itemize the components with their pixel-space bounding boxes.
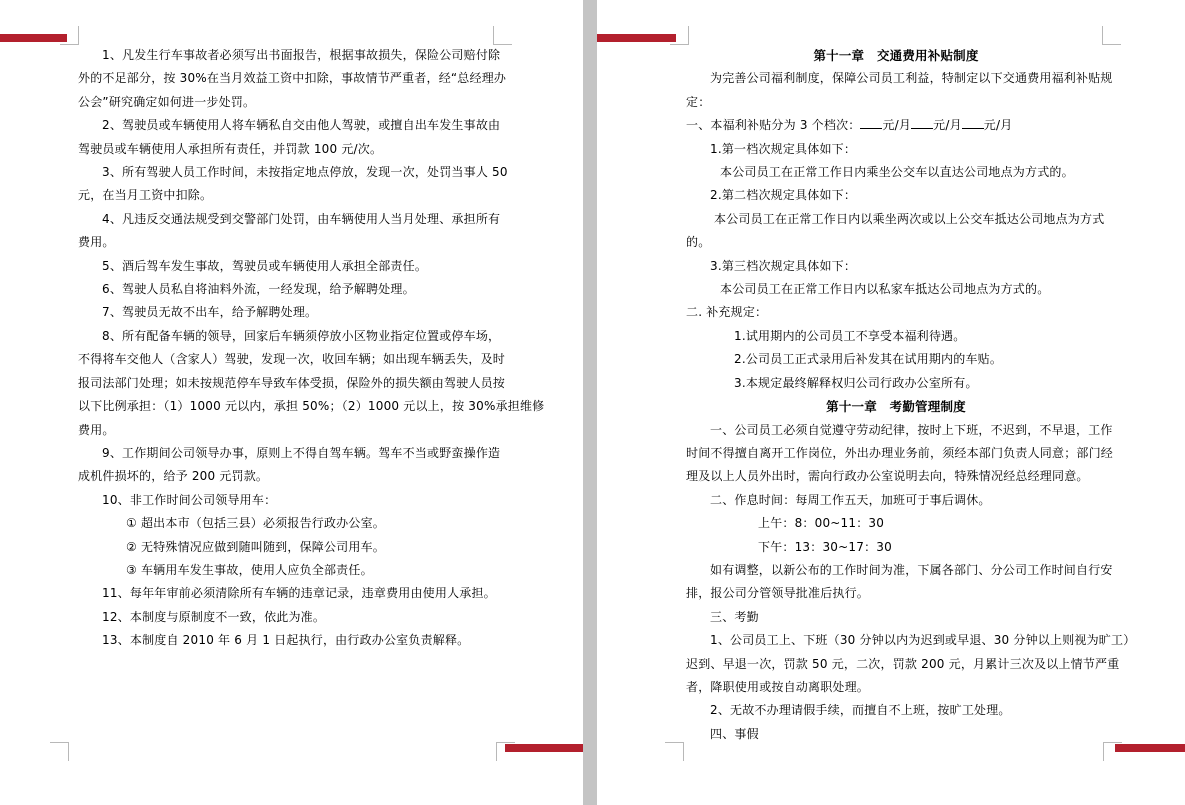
tier3-amount-blank[interactable]	[962, 116, 984, 129]
paragraph-line: 一、公司员工必须自觉遵守劳动纪律，按时上下班，不迟到，不早退，工作	[710, 422, 1113, 437]
tier3-body: 本公司员工在正常工作日内以私家车抵达公司地点为方式的。	[720, 282, 1050, 297]
paragraph-line: 6、驾驶人员私自将油料外流，一经发现，给予解聘处理。	[102, 282, 415, 297]
paragraph-line: 1、凡发生行车事故者必须写出书面报告，根据事故损失，保险公司赔付除	[102, 48, 501, 62]
tiers-prefix: 一、本福利补贴分为 3 个档次：	[686, 118, 861, 133]
page-gutter	[583, 0, 597, 805]
tier-unit: 元/月	[933, 118, 962, 133]
supplement-item: 2.公司员工正式录用后补发其在试用期内的车贴。	[734, 352, 1003, 367]
footer-accent-bar	[1115, 744, 1185, 752]
paragraph-line: 迟到、早退一次，罚款 50 元，二次，罚款 200 元，月累计三次及以上情节严重	[686, 656, 1120, 671]
margin-corner-mark	[50, 742, 69, 761]
paragraph-line: 时间不得擅自离开工作岗位，外出办理业务前，须经本部门负责人同意；部门经	[686, 445, 1114, 460]
tier1-body: 本公司员工在正常工作日内乘坐公交车以直达公司地点为方式的。	[720, 165, 1074, 180]
header-accent-bar	[0, 34, 67, 42]
paragraph-line: 1、公司员工上、下班（30 分钟以内为迟到或早退、30 分钟以上则视为旷工）	[710, 633, 1136, 648]
paragraph-line: 四、事假	[710, 726, 759, 741]
paragraph-line: 3、所有驾驶人员工作时间，未按指定地点停放，发现一次，处罚当事人 50	[102, 165, 508, 180]
margin-corner-mark	[60, 26, 79, 45]
paragraph-line: 10、非工作时间公司领导用车：	[102, 492, 277, 507]
tiers-line	[686, 114, 1106, 137]
paragraph-line: 成机件损坏的，给予 200 元罚款。	[78, 469, 269, 484]
paragraph-line: 2、无故不办理请假手续，而擅自不上班，按旷工处理。	[710, 703, 1011, 718]
document-page-left[interactable]	[0, 0, 583, 805]
supplement-item: 3.本规定最终解释权归公司行政办公室所有。	[734, 375, 978, 390]
paragraph-line: 三、考勤	[710, 609, 759, 624]
tier2-amount-blank[interactable]	[911, 116, 933, 129]
tier2-body-cont: 的。	[686, 235, 711, 250]
margin-corner-mark	[493, 26, 512, 45]
paragraph-line: 9、工作期间公司领导办事，原则上不得自驾车辆。驾车不当或野蛮操作造	[102, 445, 501, 460]
paragraph-line: 不得将车交他人（含家人）驾驶，发现一次，收回车辆；如出现车辆丢失，及时	[78, 352, 506, 367]
tier1-heading: 1.第一档次规定具体如下：	[710, 141, 857, 156]
paragraph-line: 如有调整，以新公布的工作时间为准，下属各部门、分公司工作时间自行安	[710, 562, 1113, 577]
paragraph-line: 7、驾驶员无故不出车，给予解聘处理。	[102, 305, 318, 320]
paragraph-line: 元，在当月工资中扣除。	[78, 188, 213, 203]
paragraph-line: 外的不足部分，按 30%在当月效益工资中扣除，事故情节严重者，经“总经理办	[78, 71, 507, 86]
right-page-body	[686, 44, 1136, 746]
header-accent-bar	[597, 34, 676, 42]
supplement-item: 1.试用期内的公司员工不享受本福利待遇。	[734, 328, 966, 343]
paragraph-line: 11、每年年审前必须清除所有车辆的违章记录，违章费用由使用人承担。	[102, 586, 496, 601]
transport-intro-cont: 定：	[686, 94, 711, 109]
paragraph-line: 以下比例承担：（1）1000 元以内，承担 50%；（2）1000 元以上，按 30%承担维修	[78, 399, 545, 414]
paragraph-line: ① 超出本市（包括三县）必须报告行政办公室。	[126, 516, 385, 531]
paragraph-line: 4、凡违反交通法规受到交警部门处罚，由车辆使用人当月处理、承担所有	[102, 211, 501, 226]
attendance-section	[686, 419, 1136, 747]
paragraph-line: 2、驾驶员或车辆使用人将车辆私自交由他人驾驶，或擅自出车发生事故由	[102, 118, 501, 133]
margin-corner-mark	[670, 26, 689, 45]
paragraph-line: 下午：13：30~17：30	[758, 539, 892, 554]
tier2-body: 本公司员工在正常工作日内以乘坐两次或以上公交车抵达公司地点为方式	[714, 211, 1105, 226]
chapter-title-transport: 第十一章 交通费用补贴制度	[813, 48, 979, 63]
transport-intro: 为完善公司福利制度，保障公司员工利益，特制定以下交通费用福利补贴规	[710, 71, 1113, 86]
paragraph-line: 8、所有配备车辆的领导，回家后车辆须停放小区物业指定位置或停车场，	[102, 328, 501, 343]
paragraph-line: 排，报公司分管领导批准后执行。	[686, 586, 870, 601]
tier2-heading: 2.第二档次规定具体如下：	[710, 188, 857, 203]
paragraph-line: 12、本制度与原制度不一致，依此为准。	[102, 609, 326, 624]
paragraph-line: 上午：8：00~11：30	[758, 516, 885, 531]
supplement-heading: 二. 补充规定：	[686, 305, 768, 320]
paragraph-line: 费用。	[78, 235, 115, 250]
paragraph-line: 公会”研究确定如何进一步处罚。	[78, 94, 256, 109]
paragraph-line: 13、本制度自 2010 年 6 月 1 日起执行，由行政办公室负责解释。	[102, 633, 470, 648]
margin-corner-mark	[665, 742, 684, 761]
tier-unit: 元/月	[983, 118, 1013, 133]
margin-corner-mark	[1102, 26, 1121, 45]
paragraph-line: 二、作息时间：每周工作五天，加班可于事后调休。	[710, 492, 991, 507]
paragraph-line: 费用。	[78, 422, 115, 437]
paragraph-line: 者，降职使用或按自动离职处理。	[686, 679, 870, 694]
tier1-amount-blank[interactable]	[860, 116, 882, 129]
paragraph-line: 理及以上人员外出时，需向行政办公室说明去向，特殊情况经总经理同意。	[686, 469, 1089, 484]
paragraph-line: ③ 车辆用车发生事故，使用人应负全部责任。	[126, 562, 373, 577]
paragraph-line: ② 无特殊情况应做到随叫随到，保障公司用车。	[126, 539, 385, 554]
document-page-right[interactable]	[597, 0, 1185, 805]
chapter-title-attendance: 第十一章 考勤管理制度	[826, 399, 966, 415]
left-page-body	[78, 44, 545, 653]
tier-unit: 元/月	[882, 118, 912, 133]
paragraph-line: 驾驶员或车辆使用人承担所有责任，并罚款 100 元/次。	[78, 141, 383, 156]
paragraph-line: 5、酒后驾车发生事故，驾驶员或车辆使用人承担全部责任。	[102, 258, 428, 273]
footer-accent-bar	[505, 744, 583, 752]
tier3-heading: 3.第三档次规定具体如下：	[710, 258, 857, 273]
paragraph-line: 报司法部门处理；如未按规范停车导致车体受损，保险外的损失额由驾驶人员按	[78, 375, 506, 390]
